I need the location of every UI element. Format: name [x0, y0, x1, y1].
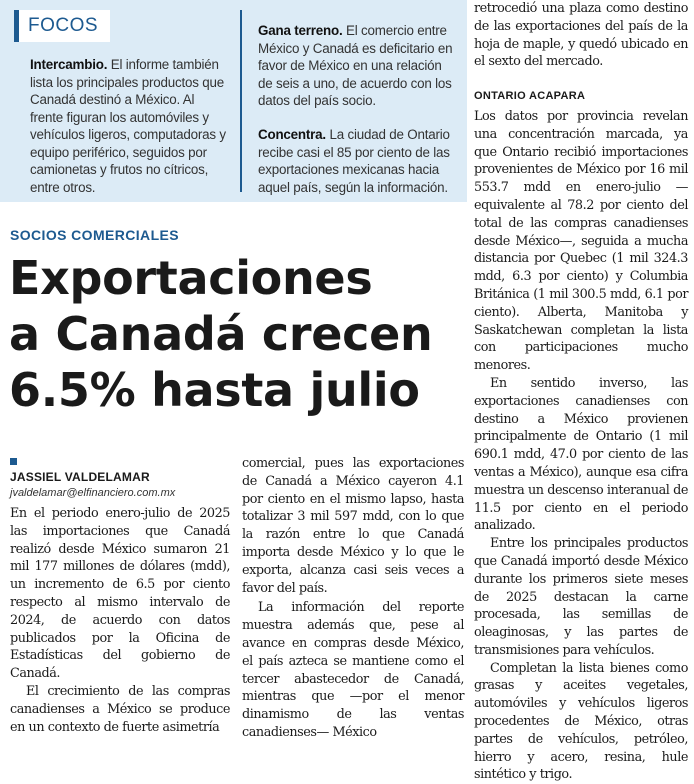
focos-item-text: El comercio entre México y Canadá es deficitario en favor de México en una relación de seis a uno, de acuerdo con los datos del país socio. — [258, 23, 453, 108]
focos-item-title: Gana terreno. — [258, 23, 343, 38]
paragraph: comercial, pues las exportaciones de Canadá a México cayeron 4.1 por ciento en el mismo lapso, hasta totalizar 3 mil 597 mdd, con lo que la razón entre lo que Canadá importa desde México y lo que le exporta, alcanza casi seis veces a favor del país. — [242, 456, 464, 596]
paragraph: Completan la lista bienes como grasas y aceites vegetales, automóviles y vehículos ligeros procedentes de México, otras partes de vehículos, petróleo, hierro y acero, resina, hule sintético y trigo. — [474, 660, 688, 783]
headline-line: Exportaciones — [9, 251, 373, 305]
focos-item-text: El informe también lista los principales productos que Canadá destinó a México. Al frente figuran los automóviles y vehículos ligeros, computadoras y equipo periférico, seguidos por camionetas y frutos no cítricos, entre otros. — [30, 57, 226, 195]
headline-line: a Canadá crecen — [9, 307, 433, 361]
focos-item-intercambio — [30, 56, 228, 196]
author-email[interactable]: jvaldelamar@elfinanciero.com.mx — [10, 487, 176, 499]
headline — [9, 250, 479, 418]
author-name: JASSIEL VALDELAMAR — [10, 470, 150, 484]
article-column-2 — [242, 455, 464, 742]
focos-box — [0, 0, 467, 202]
subheading: ONTARIO ACAPARA — [474, 90, 586, 103]
focos-tag-bar — [14, 10, 19, 42]
paragraph: Entre los principales productos que Canadá importó desde México durante los primeros siete meses de 2025 destacan la carne procesada, las semillas de oleaginosas, y las partes de transmisiones para vehículos. — [474, 536, 688, 658]
article-column-3 — [474, 0, 688, 784]
paragraph: En sentido inverso, las exportaciones canadienses con destino a México provienen principalmente de Ontario (1 mil 690.1 mdd, 47.0 por ciento de las ventas a México), aunque esa cifra muestra un descenso interanual de 11.5 por ciento en el periodo analizado. — [474, 375, 688, 534]
focos-item-text: La ciudad de Ontario recibe casi el 85 por ciento de las exportaciones mexicanas hacia aquel país, según la información. — [258, 127, 450, 195]
section-label: SOCIOS COMERCIALES — [10, 227, 179, 243]
article-column-1 — [10, 505, 230, 736]
focos-tag — [14, 10, 110, 42]
headline-line: 6.5% hasta julio — [9, 363, 420, 417]
focos-divider — [240, 10, 242, 192]
focos-item-title: Concentra. — [258, 127, 326, 142]
paragraph: Los datos por provincia revelan una concentración marcada, ya que Ontario recibió importaciones provenientes de México por 16 mil 553.7 mdd en enero-julio —equivalente al 78.2 por ciento del total de las compras canadienses desde México—, seguida a mucha distancia por Quebec (1 mil 324.3 mdd, 6.3 por ciento) y Columbia Británica (1 mil 300.5 mdd, 6.1 por ciento). Alberta, Manitoba y Saskatchewan completan la lista con participaciones mucho menores. — [474, 108, 688, 374]
paragraph: En el periodo enero-julio de 2025 las importaciones que Canadá realizó desde México sumaron 21 mil 177 millones de dólares (mdd), un incremento de 6.5 por ciento respecto al mismo intervalo de 2024, de acuerdo con datos publicados por la Oficina de Estadísticas del gobierno de Canadá. — [10, 506, 230, 682]
focos-item-concentra — [258, 126, 454, 196]
paragraph: La información del reporte muestra además que, pese al avance en compras desde México, el país azteca se mantiene como el tercer abastecedor de Canadá, mientras que —por el menor dinamismo de las ventas canadienses— México — [242, 600, 464, 740]
paragraph: El crecimiento de las compras canadienses a México se produce en un contexto de fuerte asimetría — [10, 683, 230, 735]
focos-item-title: Intercambio. — [30, 57, 108, 72]
focos-tag-label: FOCOS — [28, 15, 99, 36]
focos-item-gana-terreno — [258, 22, 454, 110]
author-marker — [10, 458, 17, 465]
paragraph: retrocedió una plaza como destino de las exportaciones del país de la hoja de maple, y quedó ubicado en el sexto del mercado. — [474, 1, 688, 70]
